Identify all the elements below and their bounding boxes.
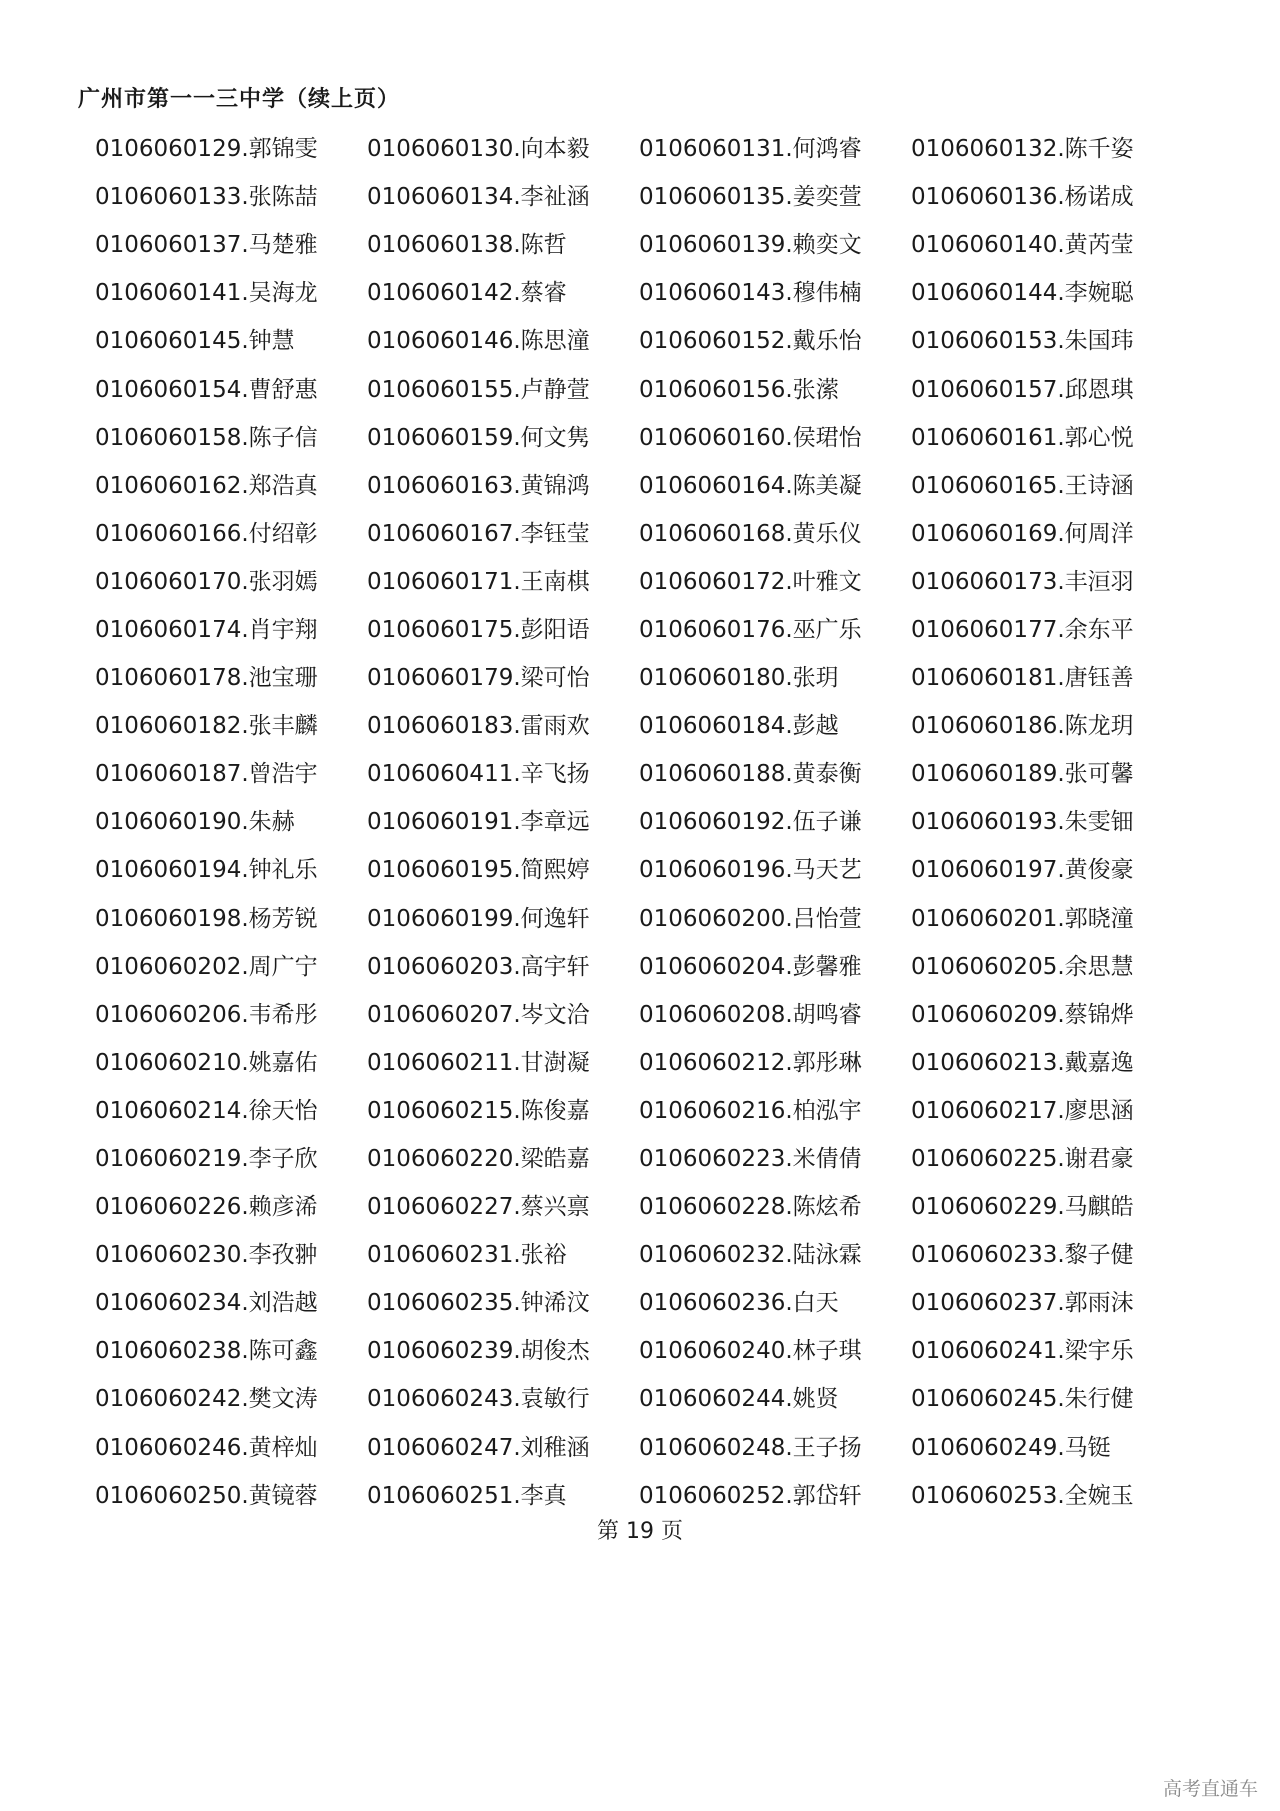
list-item: 0106060175.彭阳语 <box>367 616 590 643</box>
list-item: 0106060244.姚贤 <box>639 1386 839 1413</box>
list-item: 0106060143.穆伟楠 <box>639 280 862 307</box>
list-item: 0106060225.谢君豪 <box>911 1146 1134 1173</box>
list-item: 0106060214.徐天怡 <box>95 1097 318 1124</box>
list-item: 0106060164.陈美凝 <box>639 472 862 499</box>
list-item: 0106060245.朱行健 <box>911 1386 1134 1413</box>
list-item: 0106060162.郑浩真 <box>95 472 318 499</box>
list-item: 0106060139.赖奕文 <box>639 232 862 259</box>
list-item: 0106060136.杨诺成 <box>911 184 1134 211</box>
list-item: 0106060247.刘稚涵 <box>367 1434 590 1461</box>
list-item: 0106060206.韦希彤 <box>95 1001 318 1028</box>
list-item: 0106060213.戴嘉逸 <box>911 1049 1134 1076</box>
list-item: 0106060242.樊文涛 <box>95 1386 318 1413</box>
list-item: 0106060153.朱国玮 <box>911 328 1134 355</box>
list-item: 0106060216.柏泓宇 <box>639 1097 862 1124</box>
list-item: 0106060142.蔡睿 <box>367 280 567 307</box>
list-item: 0106060209.蔡锦烨 <box>911 1001 1134 1028</box>
list-item: 0106060172.叶雅文 <box>639 568 862 595</box>
page-number: 第 19 页 <box>597 1519 683 1544</box>
list-item: 0106060181.唐钰善 <box>911 665 1134 692</box>
list-item: 0106060190.朱赫 <box>95 809 295 836</box>
list-item: 0106060194.钟礼乐 <box>95 857 318 884</box>
list-item: 0106060239.胡俊杰 <box>367 1338 590 1365</box>
list-item: 0106060198.杨芳锐 <box>95 905 318 932</box>
list-item: 0106060186.陈龙玥 <box>911 713 1134 740</box>
list-item: 0106060251.李真 <box>367 1482 567 1509</box>
list-item: 0106060146.陈思潼 <box>367 328 590 355</box>
list-item: 0106060184.彭越 <box>639 713 839 740</box>
list-item: 0106060200.吕怡萱 <box>639 905 862 932</box>
list-item: 0106060158.陈子信 <box>95 424 318 451</box>
list-item: 0106060215.陈俊嘉 <box>367 1097 590 1124</box>
list-item: 0106060171.王南棋 <box>367 568 590 595</box>
list-item: 0106060157.邱恩琪 <box>911 376 1134 403</box>
list-item: 0106060188.黄泰衡 <box>639 761 862 788</box>
list-item: 0106060205.余思慧 <box>911 953 1134 980</box>
list-item: 0106060161.郭心悦 <box>911 424 1134 451</box>
list-item: 0106060131.何鸿睿 <box>639 136 862 163</box>
list-item: 0106060192.伍子谦 <box>639 809 862 836</box>
list-item: 0106060189.张可馨 <box>911 761 1134 788</box>
list-item: 0106060227.蔡兴禀 <box>367 1194 590 1221</box>
list-item: 0106060243.袁敏行 <box>367 1386 590 1413</box>
list-item: 0106060234.刘浩越 <box>95 1290 318 1317</box>
list-item: 0106060237.郭雨沫 <box>911 1290 1134 1317</box>
list-item: 0106060201.郭晓潼 <box>911 905 1134 932</box>
list-item: 0106060207.岑文洽 <box>367 1001 590 1028</box>
list-item: 0106060176.巫广乐 <box>639 616 862 643</box>
list-item: 0106060204.彭馨雅 <box>639 953 862 980</box>
list-item: 0106060145.钟慧 <box>95 328 295 355</box>
list-item: 0106060155.卢静萱 <box>367 376 590 403</box>
list-item: 0106060134.李祉涵 <box>367 184 590 211</box>
list-item: 0106060167.李钰莹 <box>367 520 590 547</box>
list-item: 0106060168.黄乐仪 <box>639 520 862 547</box>
list-item: 0106060236.白天 <box>639 1290 839 1317</box>
list-item: 0106060138.陈哲 <box>367 232 567 259</box>
list-item: 0106060220.梁皓嘉 <box>367 1146 590 1173</box>
list-item: 0106060174.肖宇翔 <box>95 616 318 643</box>
list-item: 0106060196.马天艺 <box>639 857 862 884</box>
list-item: 0106060253.全婉玉 <box>911 1482 1134 1509</box>
list-item: 0106060182.张丰麟 <box>95 713 318 740</box>
list-item: 0106060141.吴海龙 <box>95 280 318 307</box>
list-item: 0106060248.王子扬 <box>639 1434 862 1461</box>
list-item: 0106060229.马麒皓 <box>911 1194 1134 1221</box>
list-item: 0106060231.张裕 <box>367 1242 567 1269</box>
list-item: 0106060129.郭锦雯 <box>95 136 318 163</box>
list-item: 0106060163.黄锦鸿 <box>367 472 590 499</box>
list-item: 0106060246.黄梓灿 <box>95 1434 318 1461</box>
list-item: 0106060226.赖彦浠 <box>95 1194 318 1221</box>
list-item: 0106060170.张羽嫣 <box>95 568 318 595</box>
list-item: 0106060219.李子欣 <box>95 1146 318 1173</box>
list-item: 0106060159.何文隽 <box>367 424 590 451</box>
list-item: 0106060228.陈炫希 <box>639 1194 862 1221</box>
list-item: 0106060235.钟浠汶 <box>367 1290 590 1317</box>
list-item: 0106060187.曾浩宇 <box>95 761 318 788</box>
school-title: 广州市第一一三中学（续上页） <box>78 87 401 112</box>
list-item: 0106060166.付绍彰 <box>95 520 318 547</box>
list-item: 0106060140.黄芮莹 <box>911 232 1134 259</box>
list-item: 0106060154.曹舒惠 <box>95 376 318 403</box>
list-item: 0106060238.陈可鑫 <box>95 1338 318 1365</box>
list-item: 0106060160.侯珺怡 <box>639 424 862 451</box>
list-item: 0106060197.黄俊豪 <box>911 857 1134 884</box>
list-item: 0106060191.李章远 <box>367 809 590 836</box>
list-item: 0106060178.池宝珊 <box>95 665 318 692</box>
list-item: 0106060233.黎子健 <box>911 1242 1134 1269</box>
list-item: 0106060217.廖思涵 <box>911 1097 1134 1124</box>
list-item: 0106060130.向本毅 <box>367 136 590 163</box>
list-item: 0106060249.马铤 <box>911 1434 1111 1461</box>
list-item: 0106060173.丰洹羽 <box>911 568 1134 595</box>
list-item: 0106060169.何周洋 <box>911 520 1134 547</box>
list-item: 0106060199.何逸轩 <box>367 905 590 932</box>
watermark: 高考直通车 <box>1162 1778 1258 1800</box>
list-item: 0106060179.梁可怡 <box>367 665 590 692</box>
list-item: 0106060203.高宇轩 <box>367 953 590 980</box>
list-item: 0106060250.黄镜蓉 <box>95 1482 318 1509</box>
list-item: 0106060210.姚嘉佑 <box>95 1049 318 1076</box>
list-item: 0106060156.张潆 <box>639 376 839 403</box>
list-item: 0106060183.雷雨欢 <box>367 713 590 740</box>
list-item: 0106060144.李婉聪 <box>911 280 1134 307</box>
list-item: 0106060195.简熙婷 <box>367 857 590 884</box>
list-item: 0106060133.张陈喆 <box>95 184 318 211</box>
list-item: 0106060132.陈千姿 <box>911 136 1134 163</box>
list-item: 0106060241.梁宇乐 <box>911 1338 1134 1365</box>
list-item: 0106060177.余东平 <box>911 616 1134 643</box>
student-list <box>95 125 1155 1520</box>
list-item: 0106060137.马楚雅 <box>95 232 318 259</box>
list-item: 0106060211.甘澍凝 <box>367 1049 590 1076</box>
list-item: 0106060232.陆泳霖 <box>639 1242 862 1269</box>
list-item: 0106060411.辛飞扬 <box>367 761 590 788</box>
list-item: 0106060240.林子琪 <box>639 1338 862 1365</box>
list-item: 0106060165.王诗涵 <box>911 472 1134 499</box>
list-item: 0106060202.周广宁 <box>95 953 318 980</box>
list-item: 0106060193.朱雯钿 <box>911 809 1134 836</box>
list-item: 0106060230.李孜翀 <box>95 1242 318 1269</box>
list-item: 0106060212.郭彤琳 <box>639 1049 862 1076</box>
list-item: 0106060135.姜奕萱 <box>639 184 862 211</box>
list-item: 0106060252.郭岱轩 <box>639 1482 862 1509</box>
list-item: 0106060208.胡鸣睿 <box>639 1001 862 1028</box>
list-item: 0106060223.米倩倩 <box>639 1146 862 1173</box>
list-item: 0106060180.张玥 <box>639 665 839 692</box>
list-item: 0106060152.戴乐怡 <box>639 328 862 355</box>
